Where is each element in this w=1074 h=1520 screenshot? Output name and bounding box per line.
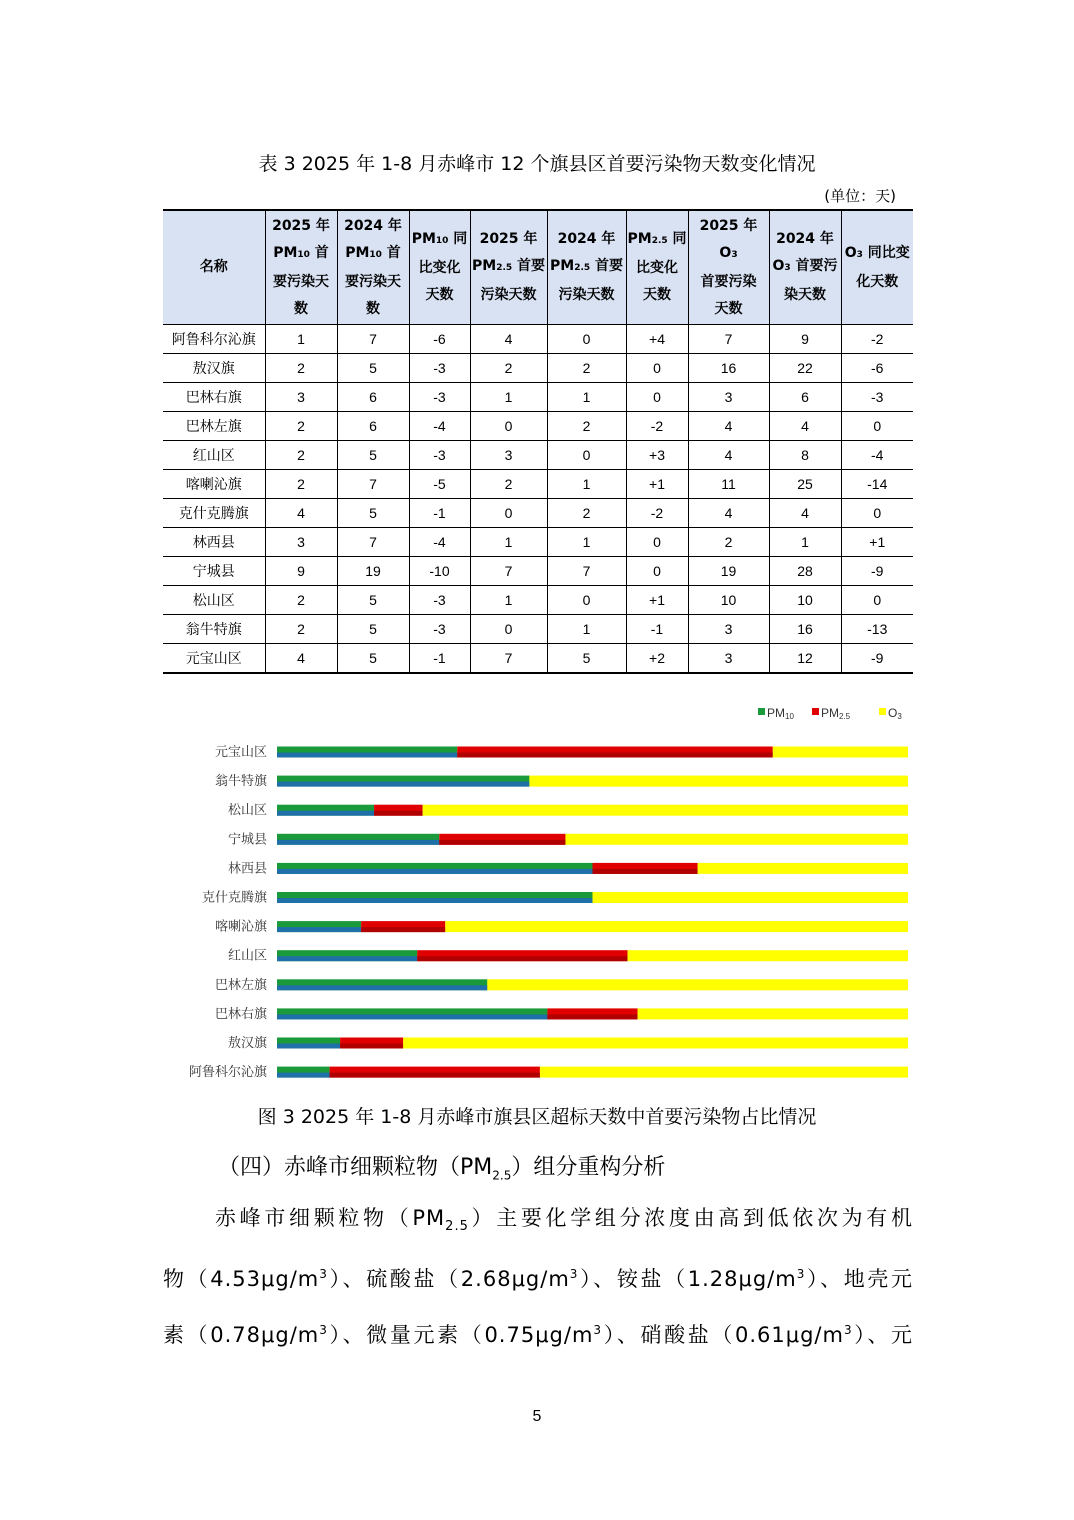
- table-cell-name: 林西县: [163, 528, 265, 557]
- paragraph-line-2: [163, 1246, 913, 1307]
- bar-o3-segment: [403, 1038, 908, 1049]
- bar-pm25-segment-shade: [361, 927, 445, 932]
- table-cell: 0: [470, 499, 547, 528]
- table-cell: 3: [265, 383, 337, 412]
- header-pm25-2024: 2024 年 PM2.5 首要 污染天数: [547, 210, 626, 325]
- table-cell: -9: [841, 557, 913, 586]
- table-cell: 2: [547, 499, 626, 528]
- table-cell-name: 元宝山区: [163, 644, 265, 674]
- table-cell: 10: [688, 586, 769, 615]
- table-cell: 25: [769, 470, 841, 499]
- table-cell: 5: [337, 354, 409, 383]
- table-cell: 11: [688, 470, 769, 499]
- pollutant-days-table: [163, 209, 913, 674]
- table-cell: 3: [688, 644, 769, 674]
- table-cell: -14: [841, 470, 913, 499]
- text-run: ）、硝酸盐（0.61μg/m: [602, 1323, 844, 1347]
- text-run: 素（0.78μg/m: [163, 1323, 320, 1347]
- table-header-row: [163, 210, 913, 325]
- figure-caption: 图 3 2025 年 1-8 月赤峰市旗县区超标天数中首要污染物占比情况: [257, 1106, 817, 1128]
- table-cell: 1: [547, 615, 626, 644]
- table-cell: 0: [626, 528, 688, 557]
- table-cell: 5: [337, 499, 409, 528]
- header-pm10-change: PM10 同 比变化 天数: [409, 210, 470, 325]
- table-cell: 3: [688, 383, 769, 412]
- table-cell: -6: [409, 325, 470, 354]
- table-cell: -2: [841, 325, 913, 354]
- paragraph-line-1: 赤峰市细颗粒物$(PM_{2.5})$主要化学组分浓度由高到低依次为有机: [215, 1206, 913, 1235]
- table-cell: 9: [769, 325, 841, 354]
- table-cell: 2: [265, 470, 337, 499]
- table-cell-name: 宁城县: [163, 557, 265, 586]
- table-cell: 3: [688, 615, 769, 644]
- category-label: 翁牛特旗: [214, 774, 267, 790]
- table-cell: 0: [547, 325, 626, 354]
- table-cell: 4: [769, 412, 841, 441]
- table-cell: -1: [626, 615, 688, 644]
- table-row: [163, 528, 913, 557]
- text-run: 物（4.53μg/m: [163, 1267, 320, 1291]
- table-cell: 6: [337, 412, 409, 441]
- table-cell: -5: [409, 470, 470, 499]
- category-label: 敖汉旗: [227, 1036, 267, 1051]
- table-cell: -3: [409, 615, 470, 644]
- bar-pm10-segment-shade: [277, 753, 457, 758]
- table-cell: 28: [769, 557, 841, 586]
- table-cell: 2: [265, 586, 337, 615]
- table-cell: 6: [337, 383, 409, 412]
- text-run: ）、微量元素（0.75μg/m: [327, 1323, 594, 1347]
- bar-pm25-segment-shade: [340, 1044, 403, 1049]
- bar-o3-segment: [445, 921, 908, 932]
- legend-item-o3: [879, 706, 902, 721]
- category-label: 红山区: [227, 948, 267, 964]
- table-cell: 4: [470, 325, 547, 354]
- table-cell: 0: [626, 383, 688, 412]
- header-o3-2024: 2024 年 O3 首要污 染天数: [769, 210, 841, 325]
- table-row: [163, 470, 913, 499]
- table-cell: 8: [769, 441, 841, 470]
- table-cell: 7: [337, 325, 409, 354]
- bar-o3-segment: [487, 979, 908, 990]
- table-row: [163, 586, 913, 615]
- table-cell: 2: [470, 354, 547, 383]
- paragraph-line-3: [163, 1302, 913, 1363]
- table-cell: 2: [470, 470, 547, 499]
- table-cell: +1: [841, 528, 913, 557]
- bar-pm25-segment-shade: [439, 840, 565, 845]
- table-cell: 5: [337, 586, 409, 615]
- table-cell: -6: [841, 354, 913, 383]
- table-cell: +2: [626, 644, 688, 674]
- table-cell: 1: [547, 528, 626, 557]
- bar-pm25-segment-shade: [547, 1014, 637, 1019]
- bar-pm10-segment-shade: [277, 956, 417, 961]
- table-cell: 19: [688, 557, 769, 586]
- category-label: 阿鲁科尔沁旗: [188, 1065, 267, 1081]
- table-cell: 2: [265, 615, 337, 644]
- bar-o3-segment: [529, 776, 908, 787]
- bar-o3-segment: [593, 892, 909, 903]
- legend-label: PM10: [767, 706, 794, 721]
- bar-pm10-segment-shade: [277, 840, 439, 845]
- table-cell: -13: [841, 615, 913, 644]
- table-cell: 1: [265, 325, 337, 354]
- bar-pm25-segment-shade: [593, 869, 698, 874]
- header-o3-2025: 2025 年 O3 首要污染 天数: [688, 210, 769, 325]
- table-cell: 1: [547, 470, 626, 499]
- superscript: 3: [319, 1267, 328, 1281]
- header-pm25-change: PM2.5 同 比变化 天数: [626, 210, 688, 325]
- table-cell: 0: [547, 441, 626, 470]
- table-cell: 7: [337, 528, 409, 557]
- table-cell: 4: [688, 441, 769, 470]
- table-cell-name: 喀喇沁旗: [163, 470, 265, 499]
- table-cell-name: 巴林右旗: [163, 383, 265, 412]
- section-heading: （四）赤峰市细颗粒物$(PM_{2.5})$组分重构分析: [218, 1155, 666, 1183]
- table-cell: 12: [769, 644, 841, 674]
- table-cell-name: 巴林左旗: [163, 412, 265, 441]
- superscript: 3: [593, 1323, 603, 1337]
- legend-item-pm25: [812, 706, 851, 721]
- bar-pm25-segment-shade: [417, 956, 627, 961]
- header-o3-change: O3 同比变 化天数: [841, 210, 913, 325]
- text-run: ）、元: [852, 1323, 914, 1347]
- bar-pm25-segment-shade: [457, 753, 773, 758]
- table-cell: -4: [409, 528, 470, 557]
- table-cell: 0: [841, 586, 913, 615]
- table-row: [163, 441, 913, 470]
- table-cell: 6: [769, 383, 841, 412]
- bar-pm10-segment-shade: [277, 985, 487, 990]
- bar-pm10-segment-shade: [277, 811, 374, 816]
- table-cell-name: 敖汉旗: [163, 354, 265, 383]
- table-cell: 5: [337, 441, 409, 470]
- table-cell: +4: [626, 325, 688, 354]
- table-cell: -3: [409, 586, 470, 615]
- table-cell: 1: [547, 383, 626, 412]
- superscript: 3: [843, 1323, 853, 1337]
- table-cell: 1: [470, 586, 547, 615]
- table-cell: 19: [337, 557, 409, 586]
- table-cell: -10: [409, 557, 470, 586]
- category-label: 克什克腾旗: [201, 890, 267, 906]
- bar-o3-segment: [540, 1067, 908, 1078]
- table-cell: -4: [841, 441, 913, 470]
- table-cell-name: 松山区: [163, 586, 265, 615]
- table-row: [163, 615, 913, 644]
- table-cell-name: 克什克腾旗: [163, 499, 265, 528]
- category-label: 喀喇沁旗: [214, 919, 267, 935]
- bar-pm10-segment-shade: [277, 1044, 340, 1049]
- category-label: 松山区: [227, 803, 267, 819]
- superscript: 3: [796, 1267, 806, 1281]
- table-cell: 0: [841, 412, 913, 441]
- bar-pm10-segment-shade: [277, 782, 529, 787]
- page-number: 5: [532, 1408, 542, 1425]
- table-cell: 16: [769, 615, 841, 644]
- table-row: [163, 557, 913, 586]
- bar-o3-segment: [698, 863, 908, 874]
- bar-pm10-segment-shade: [277, 898, 593, 903]
- table-cell: 0: [470, 412, 547, 441]
- table-cell: -4: [409, 412, 470, 441]
- table-cell: -3: [409, 354, 470, 383]
- superscript: 3: [319, 1323, 328, 1337]
- table-cell: 0: [547, 586, 626, 615]
- category-label: 巴林右旗: [214, 1006, 267, 1022]
- table-cell: 2: [547, 354, 626, 383]
- legend-label: O3: [888, 706, 902, 721]
- bar-o3-segment: [638, 1008, 908, 1019]
- table-cell: -2: [626, 412, 688, 441]
- bar-pm25-segment-shade: [374, 811, 423, 816]
- text-run: ）、硫酸盐（2.68μg/m: [327, 1267, 570, 1291]
- header-name: 名称: [163, 210, 265, 325]
- table-cell: 0: [470, 615, 547, 644]
- table-cell: 7: [547, 557, 626, 586]
- table-cell: -1: [409, 499, 470, 528]
- table-cell: 0: [626, 354, 688, 383]
- legend-swatch: [812, 708, 819, 715]
- table-cell: 0: [841, 499, 913, 528]
- table-row: [163, 644, 913, 674]
- legend-swatch: [879, 708, 886, 715]
- table-cell: 22: [769, 354, 841, 383]
- table-cell: 2: [547, 412, 626, 441]
- table-cell: +3: [626, 441, 688, 470]
- table-cell: 1: [769, 528, 841, 557]
- table-row: [163, 354, 913, 383]
- table-cell: 4: [265, 644, 337, 674]
- category-label: 元宝山区: [214, 745, 267, 760]
- table-cell: 16: [688, 354, 769, 383]
- table-cell: -1: [409, 644, 470, 674]
- table-row: [163, 499, 913, 528]
- header-pm10-2024: 2024 年 PM10 首 要污染天 数: [337, 210, 409, 325]
- table-cell: 1: [470, 383, 547, 412]
- table-cell: 0: [626, 557, 688, 586]
- bar-pm10-segment-shade: [277, 869, 593, 874]
- superscript: 3: [569, 1267, 579, 1281]
- table-cell: 2: [688, 528, 769, 557]
- table-title: 表 3 2025 年 1-8 月赤峰市 12 个旗县区首要污染物天数变化情况: [258, 153, 816, 175]
- table-row: [163, 412, 913, 441]
- legend-swatch: [758, 708, 765, 715]
- bar-o3-segment: [628, 950, 908, 961]
- header-pm10-2025: 2025 年 PM10 首 要污染天 数: [265, 210, 337, 325]
- category-label: 巴林左旗: [214, 977, 267, 993]
- table-cell: +1: [626, 470, 688, 499]
- table-cell: -9: [841, 644, 913, 674]
- table-cell: 4: [688, 499, 769, 528]
- table-row: [163, 325, 913, 354]
- table-cell: 4: [265, 499, 337, 528]
- bar-pm10-segment-shade: [277, 1014, 547, 1019]
- table-row: [163, 383, 913, 412]
- header-pm25-2025: 2025 年 PM2.5 首要 污染天数: [470, 210, 547, 325]
- bar-o3-segment: [423, 805, 908, 816]
- table-cell: 7: [470, 644, 547, 674]
- table-cell: 2: [265, 354, 337, 383]
- category-label: 宁城县: [227, 832, 267, 848]
- table-cell-name: 红山区: [163, 441, 265, 470]
- bar-pm10-segment-shade: [277, 1073, 330, 1078]
- table-cell: 7: [337, 470, 409, 499]
- bar-pm10-segment-shade: [277, 927, 361, 932]
- pollutant-share-chart: [160, 700, 920, 1090]
- table-cell: -2: [626, 499, 688, 528]
- table-cell: +1: [626, 586, 688, 615]
- table-cell: 10: [769, 586, 841, 615]
- table-cell-name: 翁牛特旗: [163, 615, 265, 644]
- bar-o3-segment: [773, 747, 908, 758]
- table-cell-name: 阿鲁科尔沁旗: [163, 325, 265, 354]
- bar-pm25-segment-shade: [330, 1073, 540, 1078]
- table-cell: 9: [265, 557, 337, 586]
- table-cell: 2: [265, 412, 337, 441]
- table-cell: 5: [547, 644, 626, 674]
- bar-o3-segment: [565, 834, 908, 845]
- table-cell: 7: [688, 325, 769, 354]
- table-cell: 3: [265, 528, 337, 557]
- table-cell: -3: [841, 383, 913, 412]
- legend-label: PM2.5: [821, 706, 851, 721]
- category-label: 林西县: [227, 861, 267, 877]
- table-cell: 5: [337, 644, 409, 674]
- text-run: ）、铵盐（1.28μg/m: [578, 1267, 797, 1291]
- table-cell: 5: [337, 615, 409, 644]
- table-cell: 1: [470, 528, 547, 557]
- text-run: ）、地壳元: [805, 1267, 914, 1291]
- table-cell: 3: [470, 441, 547, 470]
- table-cell: 4: [688, 412, 769, 441]
- table-cell: 4: [769, 499, 841, 528]
- unit-label: (单位：天): [824, 187, 896, 205]
- table-cell: -3: [409, 383, 470, 412]
- table-cell: 2: [265, 441, 337, 470]
- legend-item-pm10: [758, 706, 794, 721]
- table-cell: -3: [409, 441, 470, 470]
- table-cell: 7: [470, 557, 547, 586]
